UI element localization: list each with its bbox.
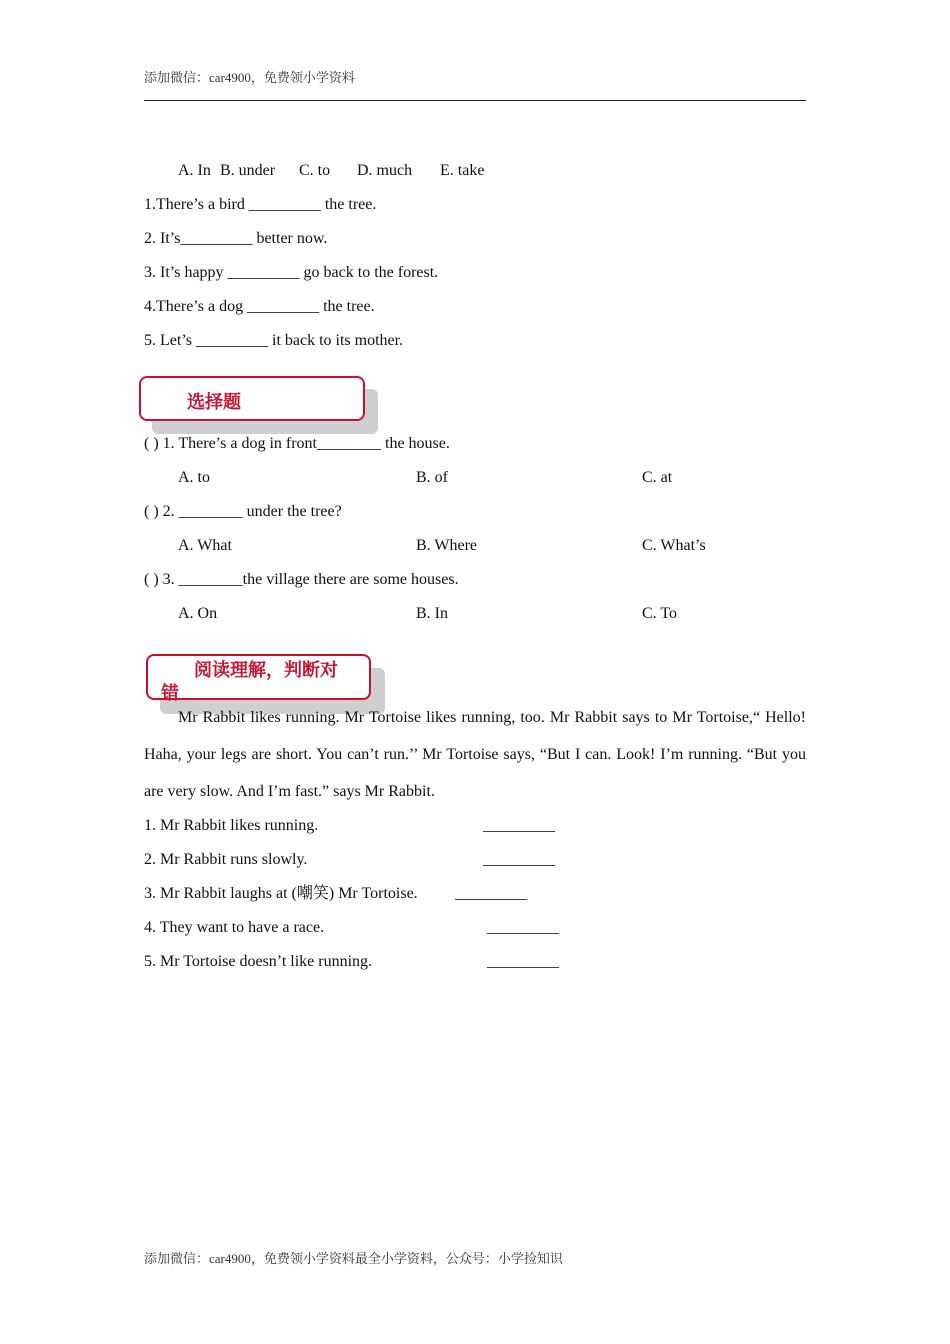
page-footer: 添加微信：car4900，免费领小学资料最全小学资料，公众号：小学捡知识 bbox=[144, 1251, 563, 1266]
tf-statement: 3. Mr Rabbit laughs at (嘲笑) Mr Tortoise. bbox=[144, 885, 418, 902]
choice-option: C. What’s bbox=[642, 537, 706, 554]
word-option: B. under bbox=[220, 162, 276, 179]
word-option: E. take bbox=[440, 162, 485, 179]
word-option: C. to bbox=[299, 162, 331, 179]
word-option: D. much bbox=[357, 162, 413, 179]
answer-blank: _________ bbox=[455, 885, 527, 902]
fill-question: 2. It’s_________ better now. bbox=[144, 230, 328, 247]
answer-blank: _________ bbox=[487, 953, 559, 970]
tf-statement: 5. Mr Tortoise doesn’t like running. bbox=[144, 953, 373, 970]
fill-question: 3. It’s happy _________ go back to the forest. bbox=[144, 264, 439, 281]
answer-blank: _________ bbox=[487, 919, 559, 936]
fill-question: 5. Let’s _________ it back to its mother. bbox=[144, 332, 404, 349]
section-heading-box bbox=[139, 376, 365, 421]
tf-statement: 1. Mr Rabbit likes running. bbox=[144, 817, 319, 834]
choice-option: C. at bbox=[642, 469, 673, 486]
choice-option: B. Where bbox=[416, 537, 478, 554]
choice-option: B. of bbox=[416, 469, 448, 486]
choice-question: ( ) 3. ________the village there are some houses. bbox=[144, 571, 459, 588]
tf-statement: 2. Mr Rabbit runs slowly. bbox=[144, 851, 308, 868]
fill-question: 1.There’s a bird _________ the tree. bbox=[144, 196, 377, 213]
choice-option: A. On bbox=[178, 605, 218, 622]
reading-passage: Mr Rabbit likes running. Mr Tortoise likes running, too. Mr Rabbit says to Mr Tortoise,“ Hello! Haha, your legs are short. You can’t run.’’ Mr Tortoise says, “But I can. Look! I’m running. “But you are very slow. And I’m fast.” says Mr Rabbit. bbox=[144, 709, 806, 800]
header-rule bbox=[144, 100, 806, 101]
answer-blank: _________ bbox=[483, 851, 555, 868]
answer-blank: _________ bbox=[483, 817, 555, 834]
section-title-reading-cont: 错 bbox=[161, 683, 179, 704]
choice-option: B. In bbox=[416, 605, 448, 622]
page-header: 添加微信：car4900，免费领小学资料 bbox=[144, 70, 355, 85]
choice-option: A. What bbox=[178, 537, 232, 554]
tf-statement: 4. They want to have a race. bbox=[144, 919, 325, 936]
fill-question: 4.There’s a dog _________ the tree. bbox=[144, 298, 375, 315]
choice-option: C. To bbox=[642, 605, 678, 622]
choice-question: ( ) 1. There’s a dog in front________ the house. bbox=[144, 435, 450, 452]
section-title-choice: 选择题 bbox=[187, 392, 241, 413]
choice-question: ( ) 2. ________ under the tree? bbox=[144, 503, 342, 520]
word-option: A. In bbox=[178, 162, 211, 179]
section-title-reading: 阅读理解，判断对 bbox=[194, 660, 338, 681]
choice-option: A. to bbox=[178, 469, 210, 486]
